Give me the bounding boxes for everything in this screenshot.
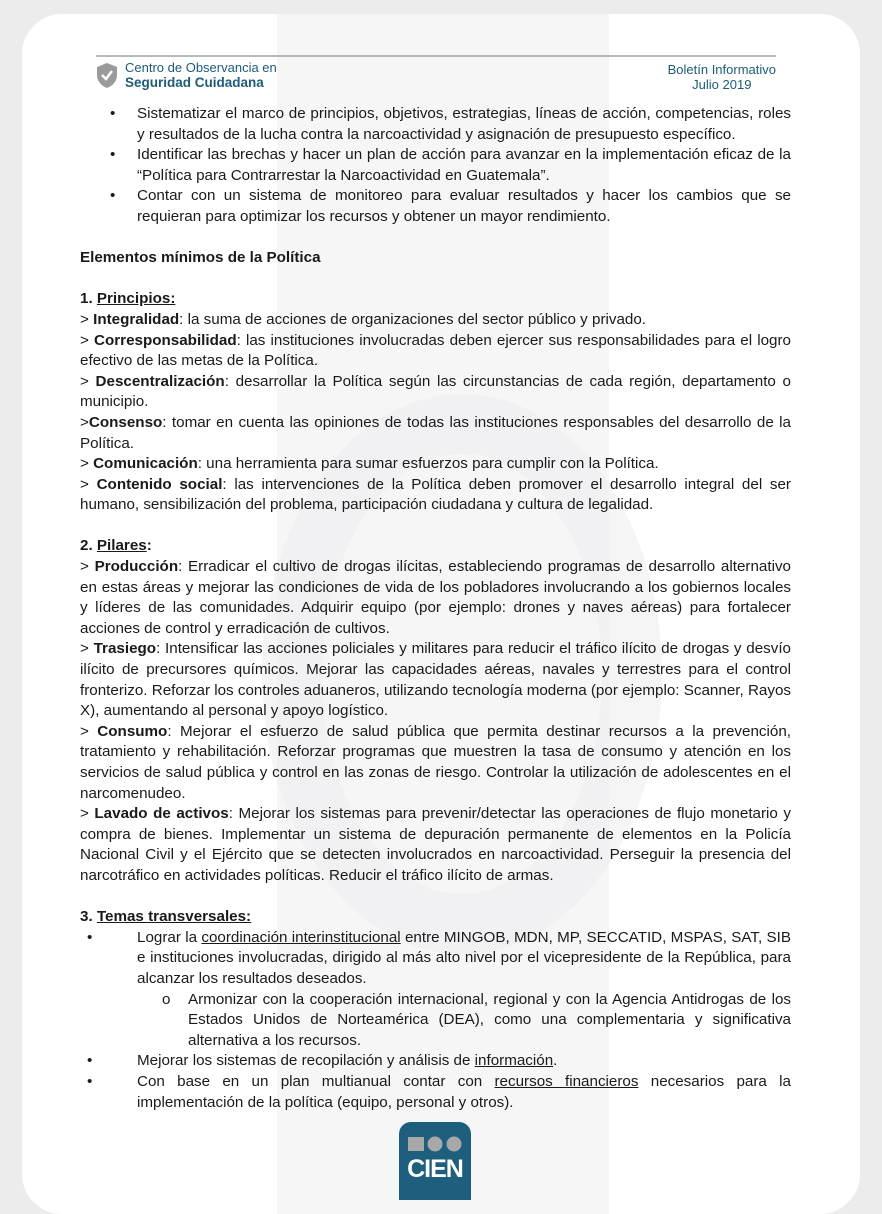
logo-text: CIEN bbox=[407, 1155, 463, 1183]
text: Con base en un plan multianual contar con bbox=[137, 1072, 495, 1090]
principle-item bbox=[80, 454, 791, 475]
text: . bbox=[553, 1052, 558, 1070]
text: entre MINGOB, MDN, MP, SECCATID, MSPAS, SAT, SIB e instituciones involucradas, dirigido al más alto nivel por el vicepresidente de la República, para alcanzar los resultados deseados. bbox=[137, 928, 791, 987]
item-term: Consumo bbox=[97, 722, 168, 740]
pillar-heading bbox=[80, 536, 791, 557]
item-description: : las intervenciones de la Política deben promover el desarrollo integral del ser humano, sensibilización del problema, participación ciudadana y cultura de legalidad. bbox=[80, 475, 791, 514]
list-item bbox=[80, 1072, 791, 1113]
text: Mejorar los sistemas de recopilación y análisis de bbox=[137, 1052, 475, 1070]
list-item bbox=[80, 928, 791, 990]
principle-item bbox=[80, 475, 791, 516]
item-term: Descentralización bbox=[95, 372, 225, 390]
item-term: Trasiego bbox=[93, 640, 157, 658]
item-description: : Intensificar las acciones policiales y militares para reducir el tráfico ilícito de drogas y desvío ilícito de precursores químicos. Mejorar las capacidades aéreas, navales y terrestres para el control fronterizo. Reforzar los controles aduaneros, utilizando tecnología moderna (por ejemplo: Scanner, Rayos X), aumentando al personal y apoyo logístico. bbox=[80, 640, 791, 720]
pillar-item bbox=[80, 557, 791, 639]
org-name bbox=[125, 60, 277, 90]
item-description: : una herramienta para sumar esfuerzos para cumplir con la Política. bbox=[197, 455, 659, 473]
item-term: Integralidad bbox=[93, 310, 180, 328]
underlined-text: coordinación interinstitucional bbox=[201, 928, 401, 946]
item-description: : las instituciones involucradas deben ejercer sus responsabilidades para el logro efectivo de las metas de la Política. bbox=[80, 331, 791, 370]
principle-item bbox=[80, 310, 791, 331]
section-title: Elementos mínimos de la Política bbox=[80, 249, 321, 267]
pillar-item bbox=[80, 722, 791, 804]
item-description: : Mejorar el esfuerzo de salud pública que permita destinar recursos a la prevención, tratamiento y rehabilitación. Reforzar programas que muestren la tasa de consumo y atención en los servicios de salud pública y control en las zonas de riesgo. Controlar la utilización de adolescentes en el narcomenudeo. bbox=[80, 722, 791, 802]
header-divider bbox=[96, 55, 776, 57]
underlined-text: recursos financieros bbox=[494, 1072, 639, 1090]
section-number: 2. bbox=[80, 537, 97, 555]
bulletin-date: Julio 2019 bbox=[692, 77, 752, 92]
item-description: : la suma de acciones de organizaciones del sector público y privado. bbox=[179, 310, 647, 328]
org-line1: Centro de Observancia en bbox=[125, 60, 277, 75]
item-term: Comunicación bbox=[93, 455, 198, 473]
bulletin-title: Boletín Informativo bbox=[667, 62, 776, 77]
item-term: Consenso bbox=[88, 413, 163, 431]
section-heading-text: Pilares bbox=[96, 537, 147, 555]
section-number: 1. bbox=[80, 290, 97, 308]
item-prefix: > bbox=[80, 413, 89, 431]
principle-heading bbox=[80, 289, 791, 310]
temas-list bbox=[80, 928, 791, 1113]
item-prefix: > bbox=[80, 805, 95, 823]
text: necesarios para la implementación de la política (equipo, personal y otros). bbox=[137, 1072, 791, 1111]
item-description: : Erradicar el cultivo de drogas ilícitas, estableciendo programas de desarrollo alternativo en estas áreas y mejorar las condiciones de vida de los pobladores involucrando a los gobiernos locales y líderes de las comunidades. Adquirir equipo (por ejemplo: drones y naves aéreas) para fortalecer acciones de control y erradicación de cultivos. bbox=[80, 558, 792, 637]
document-body bbox=[80, 104, 791, 1113]
item-prefix: > bbox=[80, 310, 94, 328]
temas-heading bbox=[80, 907, 791, 928]
cien-logo bbox=[399, 1122, 471, 1200]
underlined-text: información bbox=[474, 1052, 554, 1070]
item-prefix: > bbox=[80, 475, 97, 493]
colon: : bbox=[146, 537, 152, 555]
principle-item bbox=[80, 331, 791, 372]
item-term: Lavado de activos bbox=[94, 805, 229, 823]
list-item: • Sistematizar el marco de principios, objetivos, estrategias, líneas de acción, competencias, roles y resultados de la lucha contra la narcoactividad y asignación de presupuesto específico. bbox=[80, 104, 791, 145]
item-term: Contenido social bbox=[96, 475, 223, 493]
item-prefix: > bbox=[80, 722, 98, 740]
objectives-list bbox=[80, 104, 791, 228]
list-item: • Contar con un sistema de monitoreo para evaluar resultados y hacer los cambios que se requieran para optimizar los recursos y obtener un mayor rendimiento. bbox=[80, 186, 791, 227]
item-term: Producción bbox=[94, 558, 179, 576]
principle-item bbox=[80, 413, 791, 454]
shield-check-icon bbox=[96, 62, 118, 89]
item-prefix: > bbox=[80, 455, 94, 473]
section-heading-text: Temas transversales: bbox=[96, 908, 252, 926]
text: Lograr la bbox=[137, 928, 202, 946]
item-prefix: > bbox=[80, 558, 95, 576]
item-prefix: > bbox=[80, 331, 94, 349]
section-heading-text: Principios: bbox=[96, 290, 176, 308]
list-item: • Identificar las brechas y hacer un plan de acción para avanzar en la implementación eficaz de la “Política para Contrarrestar la Narcoactividad en Guatemala”. bbox=[80, 145, 791, 186]
pillar-item bbox=[80, 804, 791, 886]
list-item bbox=[80, 1051, 791, 1072]
item-term: Corresponsabilidad bbox=[94, 331, 237, 349]
item-prefix: > bbox=[80, 640, 94, 658]
item-prefix: > bbox=[80, 372, 96, 390]
pillar-item bbox=[80, 639, 791, 721]
item-description: : Mejorar los sistemas para prevenir/detectar las operaciones de flujo monetario y compra de bienes. Implementar un sistema de depuración permanente de elementos en la Policía Nacional Civil y el Ejército que se detecten involucrados en narcoactividad. Perseguir la presencia del narcotráfico en actividades políticas. Reducir el tráfico ilícito de armas. bbox=[80, 805, 791, 884]
section-number: 3. bbox=[80, 908, 97, 926]
org-line2: Seguridad Cuidadana bbox=[125, 75, 264, 90]
item-description: : tomar en cuenta las opiniones de todas las instituciones responsables del desarrollo de la Política. bbox=[80, 413, 791, 452]
sub-list-item: o Armonizar con la cooperación internacional, regional y con la Agencia Antidrogas de los Estados Unidos de Norteamérica (DEA), como una complementaria y significativa alternativa a los recursos. bbox=[80, 990, 791, 1052]
principle-item bbox=[80, 372, 791, 413]
item-description: : desarrollar la Política según las circunstancias de cada región, departamento o municipio. bbox=[80, 372, 791, 411]
bulletin-info bbox=[668, 62, 776, 92]
